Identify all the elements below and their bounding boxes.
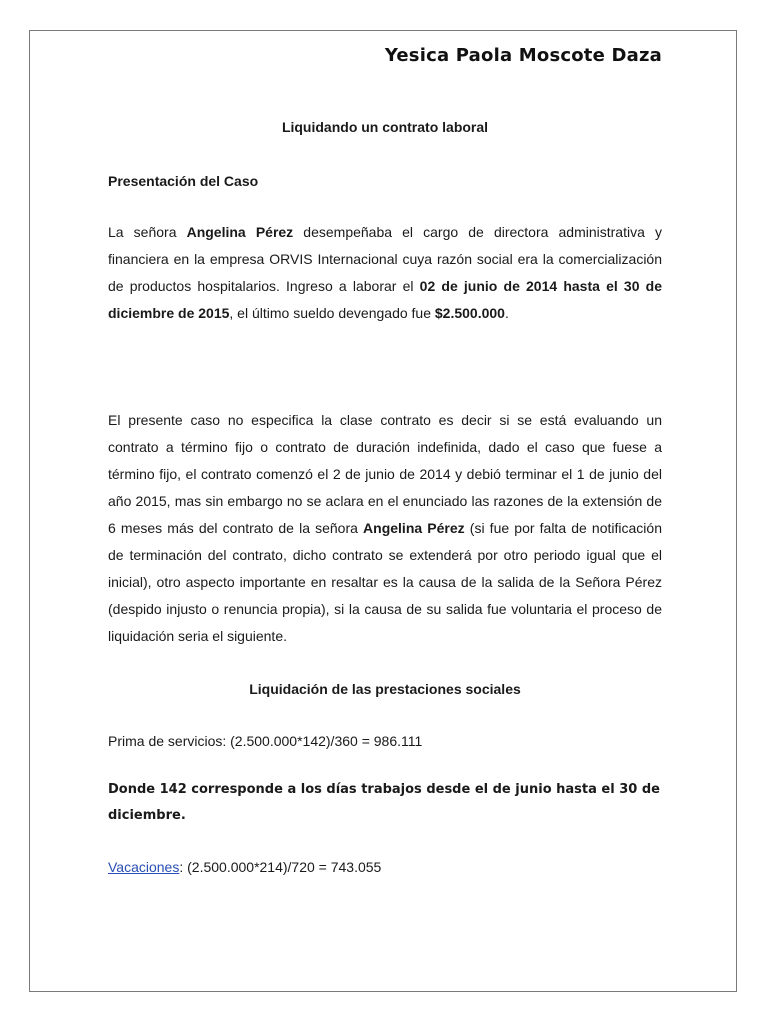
bold-name: Angelina Pérez bbox=[363, 520, 465, 536]
text-run: , el último sueldo devengado fue bbox=[229, 305, 435, 321]
vacaciones-formula: : (2.500.000*214)/720 = 743.055 bbox=[179, 859, 382, 875]
bold-dates: 02 de junio de 2014 hasta el 30 de diciembre de 2015 bbox=[108, 278, 662, 321]
case-paragraph-2 bbox=[108, 407, 662, 650]
vacaciones-link[interactable]: Vacaciones bbox=[108, 859, 180, 875]
prima-line: Prima de servicios: (2.500.000*142)/360 = 986.111 bbox=[108, 733, 423, 749]
days-note: Donde 142 corresponde a los días trabajos desde el de junio hasta el 30 de diciembre. bbox=[108, 782, 660, 823]
bold-name: Angelina Pérez bbox=[186, 224, 294, 240]
text-run: . bbox=[504, 305, 509, 321]
text-run: desempeñaba el cargo de directora administrativa y financiera en la empresa ORVIS Internacional cuya razón social era la comercialización de productos hospitalarios. Ingreso a laborar el bbox=[108, 224, 662, 294]
text-run: (si fue por falta de notificación de terminación del contrato, dicho contrato se extenderá por otro periodo igual que el inicial), otro aspecto importante en resaltar es la causa de la salida de la Señora Pérez (despido injusto o renuncia propia), si la causa de su salida fue voluntaria el proceso de liquidación seria el siguiente. bbox=[108, 520, 662, 644]
case-paragraph-1 bbox=[108, 219, 662, 327]
document-title: Liquidando un contrato laboral bbox=[281, 119, 489, 135]
liquidation-heading: Liquidación de las prestaciones sociales bbox=[249, 681, 521, 697]
bold-salary: $2.500.000 bbox=[434, 305, 505, 321]
vacaciones-line bbox=[108, 859, 662, 875]
text-run: La señora bbox=[108, 224, 187, 240]
document-page bbox=[29, 30, 737, 992]
author-name: Yesica Paola Moscote Daza bbox=[384, 45, 662, 66]
text-run: El presente caso no especifica la clase contrato es decir si se está evaluando un contrato a término fijo o contrato de duración indefinida, dado el caso que fuese a término fijo, el contrato comenzó el 2 de junio de 2014 y debió terminar el 1 de junio del año 2015, mas sin embargo no se aclara en el enunciado las razones de la extensión de 6 meses más del contrato de la señora bbox=[108, 412, 662, 536]
case-heading: Presentación del Caso bbox=[108, 173, 259, 189]
